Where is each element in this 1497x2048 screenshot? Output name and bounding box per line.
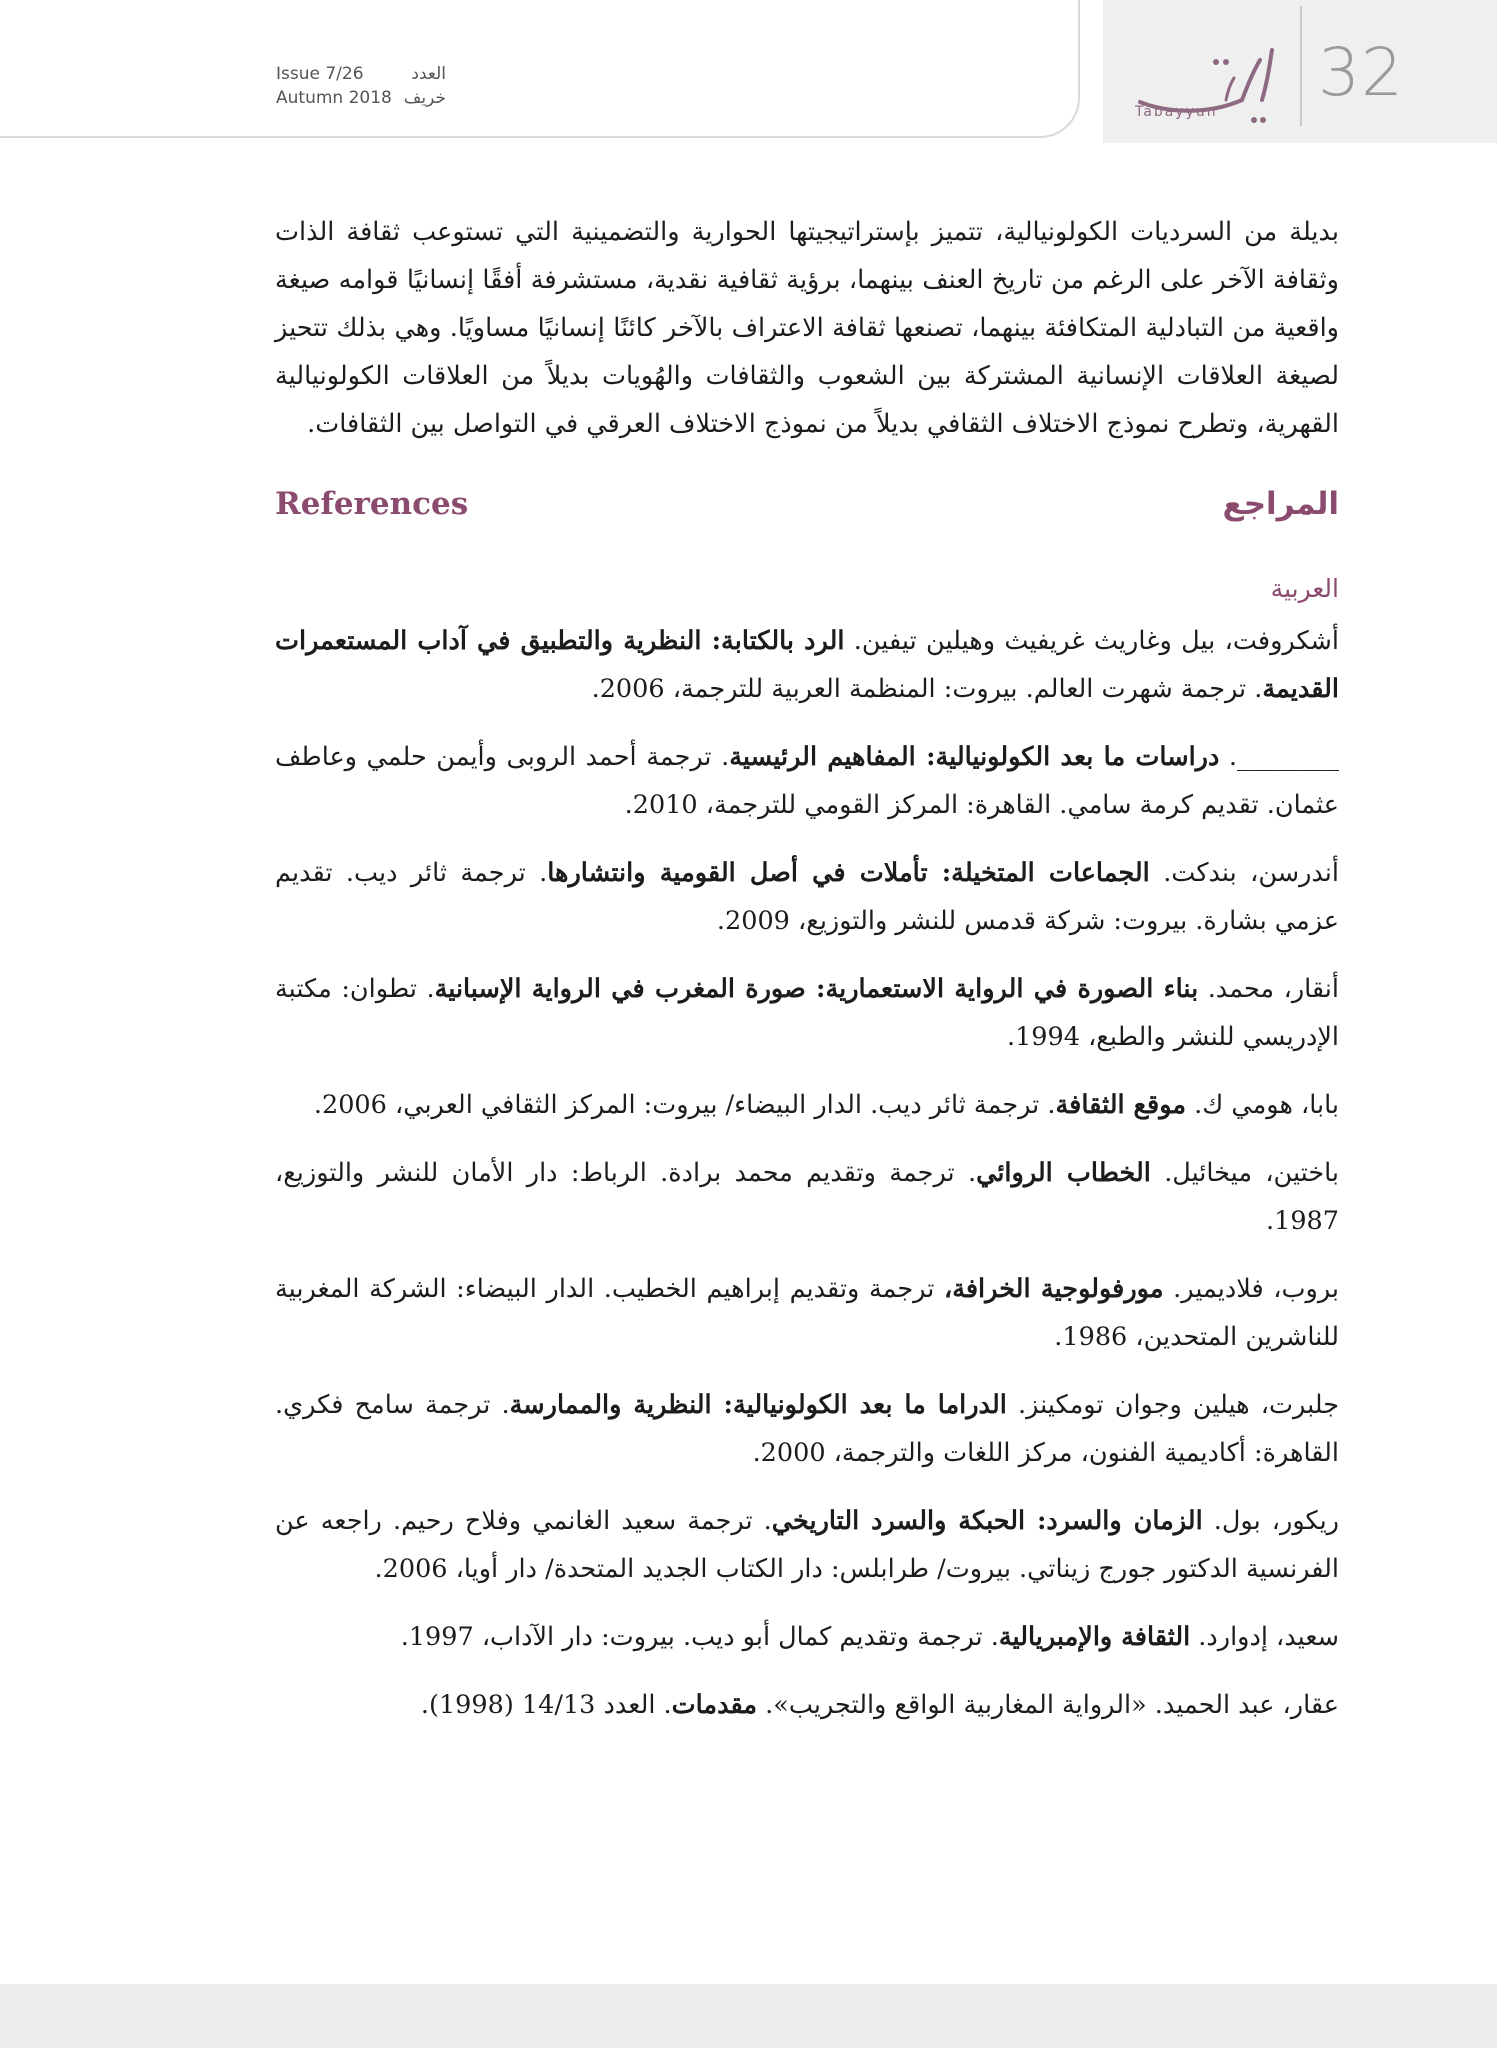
reference-item	[275, 1497, 1339, 1593]
reference-item	[275, 965, 1339, 1061]
reference-details: . ترجمة ثائر ديب. الدار البيضاء/ بيروت: المركز الثقافي العربي، 2006.	[313, 1090, 1056, 1120]
reference-item	[275, 849, 1339, 945]
reference-details: . ترجمة أحمد الروبى وأيمن حلمي وعاطف عثمان. تقديم كرمة سامي. القاهرة: المركز القومي للترجمة، 2010.	[275, 742, 1339, 820]
reference-author: أنقار، محمد.	[1198, 974, 1339, 1004]
reference-title: الزمان والسرد: الحبكة والسرد التاريخي	[771, 1506, 1203, 1536]
page-number: 32	[1318, 34, 1404, 111]
reference-title: مقدمات	[671, 1690, 758, 1720]
reference-author: سعيد، إدوارد.	[1190, 1622, 1339, 1652]
reference-item	[275, 1681, 1339, 1729]
reference-details: . ترجمة شهرت العالم. بيروت: المنظمة العربية للترجمة، 2006.	[591, 674, 1263, 704]
reference-author: أندرسن، بندكت.	[1149, 858, 1339, 888]
reference-title: بناء الصورة في الرواية الاستعمارية: صورة المغرب في الرواية الإسبانية	[434, 974, 1199, 1004]
footer-band	[0, 1984, 1497, 2048]
reference-item	[275, 1149, 1339, 1245]
reference-title: مورفولوجية الخرافة،	[943, 1274, 1164, 1304]
reference-item	[275, 733, 1339, 829]
reference-details: . ترجمة سامح فكري. القاهرة: أكاديمية الفنون، مركز اللغات والترجمة، 2000.	[275, 1390, 1339, 1468]
reference-author: أشكروفت، بيل وغاريث غريفيث وهيلين تيفين.	[844, 626, 1339, 656]
header-bar	[0, 0, 1080, 138]
logo-latin-text: Tabayyun	[1135, 104, 1218, 120]
intro-section	[275, 208, 1339, 448]
reference-details: . تطوان: مكتبة الإدريسي للنشر والطبع، 1994.	[275, 974, 1339, 1052]
reference-item	[275, 1265, 1339, 1361]
reference-title: موقع الثقافة	[1055, 1090, 1187, 1120]
reference-author: ريكور، بول.	[1202, 1506, 1340, 1536]
reference-author: بابا، هومي ك.	[1186, 1090, 1339, 1120]
reference-title: الرد بالكتابة: النظرية والتطبيق في آداب المستعمرات القديمة	[275, 626, 1339, 704]
season-ar: خريف	[403, 88, 446, 108]
references-heading-en: References	[275, 486, 469, 522]
issue-number-ar: العدد	[411, 64, 446, 84]
references-list	[275, 617, 1339, 1729]
reference-details: . ترجمة وتقديم كمال أبو ديب. بيروت: دار الآداب، 1997.	[400, 1622, 999, 1652]
reference-details: . ترجمة ثائر ديب. تقديم عزمي بشارة. بيروت: شركة قدمس للنشر والتوزيع، 2009.	[275, 858, 1339, 936]
intro-paragraph: بديلة من السرديات الكولونيالية، تتميز بإستراتيجيتها الحوارية والتضمينية التي تستوعب ثقافة الذات وثقافة الآخر على الرغم من تاريخ العنف بينهما، برؤية ثقافية نقدية، مستشرفة أفقًا إنسانيًا قوامه صيغة واقعية من التبادلية المتكافئة بينهما، تصنعها ثقافة الاعتراف بالآخر كائنًا إنسانيًا مساويًا. وهي بذلك تتحيز لصيغة العلاقات الإنسانية المشتركة بين الشعوب والثقافات والهُويات بديلاً من العلاقات الكولونيالية القهرية، وتطرح نموذج الاختلاف الثقافي بديلاً من نموذج الاختلاف العرقي في التواصل بين الثقافات.	[275, 217, 1339, 439]
reference-author: ________.	[1219, 742, 1339, 772]
reference-title: الخطاب الروائي	[976, 1158, 1151, 1188]
header-divider	[1300, 6, 1302, 126]
references-subheading: العربية	[1270, 574, 1339, 603]
reference-item	[275, 1613, 1339, 1661]
reference-details: . ترجمة وتقديم محمد برادة. الرباط: دار الأمان للنشر والتوزيع، 1987.	[275, 1158, 1339, 1236]
references-heading-ar: المراجع	[1222, 486, 1339, 522]
reference-details: ترجمة وتقديم إبراهيم الخطيب. الدار البيضاء: الشركة المغربية للناشرين المتحدين، 1986.	[275, 1274, 1339, 1352]
page-content	[275, 208, 1339, 1749]
reference-item	[275, 1081, 1339, 1129]
reference-title: الدراما ما بعد الكولونيالية: النظرية والممارسة	[509, 1390, 1007, 1420]
reference-title: الثقافة والإمبريالية	[998, 1622, 1191, 1652]
issue-info	[276, 62, 446, 110]
references-heading-row	[275, 486, 1339, 546]
reference-details: . العدد 14/13 (1998).	[420, 1690, 672, 1720]
season-en: Autumn 2018	[276, 88, 392, 108]
reference-author: باختين، ميخائيل.	[1150, 1158, 1339, 1188]
reference-item	[275, 617, 1339, 713]
issue-number-en: Issue 7/26	[276, 64, 364, 84]
reference-author: جلبرت، هيلين وجوان تومكينز.	[1006, 1390, 1339, 1420]
reference-details: . ترجمة سعيد الغانمي وفلاح رحيم. راجعه عن الفرنسية الدكتور جورج زيناتي. بيروت/ طرابلس: دار الكتاب الجديد المتحدة/ دار أويا، 2006.	[275, 1506, 1339, 1584]
reference-item	[275, 1381, 1339, 1477]
reference-author: بروب، فلاديمير.	[1163, 1274, 1339, 1304]
reference-title: دراسات ما بعد الكولونيالية: المفاهيم الرئيسية	[729, 742, 1220, 772]
reference-author: عقار، عبد الحميد. «الرواية المغاربية الواقع والتجريب».	[757, 1690, 1339, 1720]
reference-title: الجماعات المتخيلة: تأملات في أصل القومية وانتشارها	[547, 858, 1150, 888]
